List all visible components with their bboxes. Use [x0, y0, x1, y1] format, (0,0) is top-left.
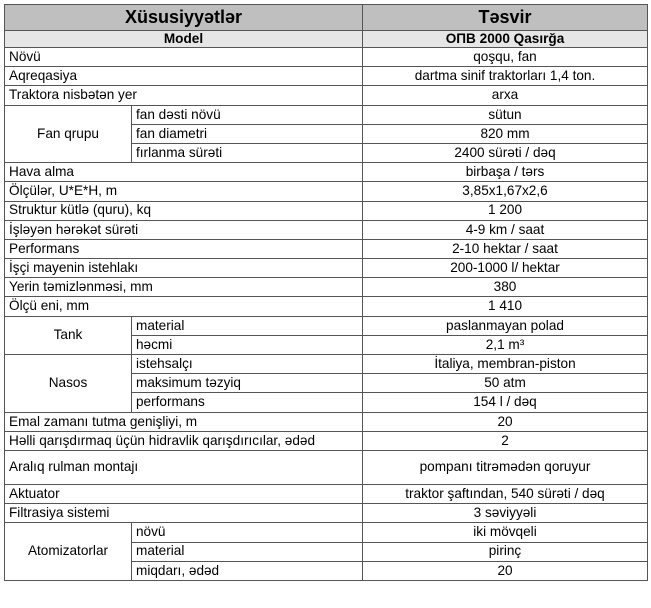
specifications-body	[5, 48, 648, 581]
table-row	[5, 182, 648, 201]
table-row	[5, 504, 648, 523]
table-row	[5, 86, 648, 105]
model-value: ОПВ 2000 Qasırğa	[363, 31, 648, 48]
table-row	[5, 484, 648, 503]
table-row	[5, 220, 648, 239]
group-label: Tank	[5, 316, 132, 354]
sub-row-label: maksimum təzyiq	[132, 374, 363, 393]
row-value: pompanı titrəmədən qoruyur	[363, 450, 648, 484]
table-row	[5, 259, 648, 278]
sub-row-label: fan diametri	[132, 124, 363, 143]
row-value: 200-1000 l/ hektar	[363, 259, 648, 278]
row-label: Hava alma	[5, 163, 363, 182]
row-value: 2	[363, 431, 648, 450]
row-label: Ölçülər, U*E*H, m	[5, 182, 363, 201]
group-label: Atomizatorlar	[5, 523, 132, 581]
group-label: Fan qrupu	[5, 105, 132, 163]
group-sub-row	[5, 105, 648, 124]
header-description: Təsvir	[363, 5, 648, 31]
row-label: Emal zamanı tutma genişliyi, m	[5, 412, 363, 431]
table-row	[5, 67, 648, 86]
sub-row-value: 2400 sürəti / dəq	[363, 143, 648, 162]
row-label: Aralıq rulman montajı	[5, 450, 363, 484]
row-value: 1 200	[363, 201, 648, 220]
sub-row-value: 20	[363, 561, 648, 580]
sub-row-label: miqdarı, ədəd	[132, 561, 363, 580]
sub-row-label: fan dəsti növü	[132, 105, 363, 124]
table-row	[5, 431, 648, 450]
specifications-table	[4, 4, 648, 581]
sub-row-value: 2,1 m³	[363, 335, 648, 354]
row-value: 3,85x1,67x2,6	[363, 182, 648, 201]
row-label: Yerin təmizlənməsi, mm	[5, 278, 363, 297]
row-value: dartma sinif traktorları 1,4 ton.	[363, 67, 648, 86]
row-value: arxa	[363, 86, 648, 105]
sub-row-value: paslanmayan polad	[363, 316, 648, 335]
row-value: traktor şaftından, 540 sürəti / dəq	[363, 484, 648, 503]
table-row	[5, 163, 648, 182]
table-row	[5, 450, 648, 484]
sub-row-value: 50 atm	[363, 374, 648, 393]
row-label: İşçi mayenin istehlakı	[5, 259, 363, 278]
row-label: İşləyən hərəkət sürəti	[5, 220, 363, 239]
row-value: 1 410	[363, 297, 648, 316]
table-row	[5, 201, 648, 220]
row-label: Traktora nisbətən yer	[5, 86, 363, 105]
row-label: Aktuator	[5, 484, 363, 503]
row-label: Ölçü eni, mm	[5, 297, 363, 316]
row-label: Həlli qarışdırmaq üçün hidravlik qarışdırıcılar, ədəd	[5, 431, 363, 450]
sub-row-value: sütun	[363, 105, 648, 124]
row-label: Filtrasiya sistemi	[5, 504, 363, 523]
table-row	[5, 239, 648, 258]
table-row	[5, 278, 648, 297]
row-value: 4-9 km / saat	[363, 220, 648, 239]
sub-row-label: material	[132, 542, 363, 561]
group-sub-row	[5, 355, 648, 374]
sub-row-label: həcmi	[132, 335, 363, 354]
group-label: Nasos	[5, 355, 132, 413]
sub-row-label: növü	[132, 523, 363, 542]
sub-row-value: İtaliya, membran-piston	[363, 355, 648, 374]
row-value: qoşqu, fan	[363, 48, 648, 67]
row-label: Aqreqasiya	[5, 67, 363, 86]
model-label: Model	[5, 31, 363, 48]
sub-row-label: material	[132, 316, 363, 335]
group-sub-row	[5, 316, 648, 335]
sub-row-label: performans	[132, 393, 363, 412]
table-header-row	[5, 5, 648, 31]
row-value: 2-10 hektar / saat	[363, 239, 648, 258]
sub-row-label: istehsalçı	[132, 355, 363, 374]
table-row	[5, 412, 648, 431]
row-value: 3 səviyyəli	[363, 504, 648, 523]
sub-row-value: iki mövqeli	[363, 523, 648, 542]
table-row	[5, 297, 648, 316]
row-value: birbaşa / tərs	[363, 163, 648, 182]
model-row	[5, 31, 648, 48]
header-characteristics: Xüsusiyyətlər	[5, 5, 363, 31]
row-label: Növü	[5, 48, 363, 67]
sub-row-value: 820 mm	[363, 124, 648, 143]
sub-row-value: pirinç	[363, 542, 648, 561]
row-value: 380	[363, 278, 648, 297]
row-label: Struktur kütlə (quru), kq	[5, 201, 363, 220]
sub-row-value: 154 l / dəq	[363, 393, 648, 412]
group-sub-row	[5, 523, 648, 542]
table-row	[5, 48, 648, 67]
row-label: Performans	[5, 239, 363, 258]
sub-row-label: fırlanma sürəti	[132, 143, 363, 162]
row-value: 20	[363, 412, 648, 431]
